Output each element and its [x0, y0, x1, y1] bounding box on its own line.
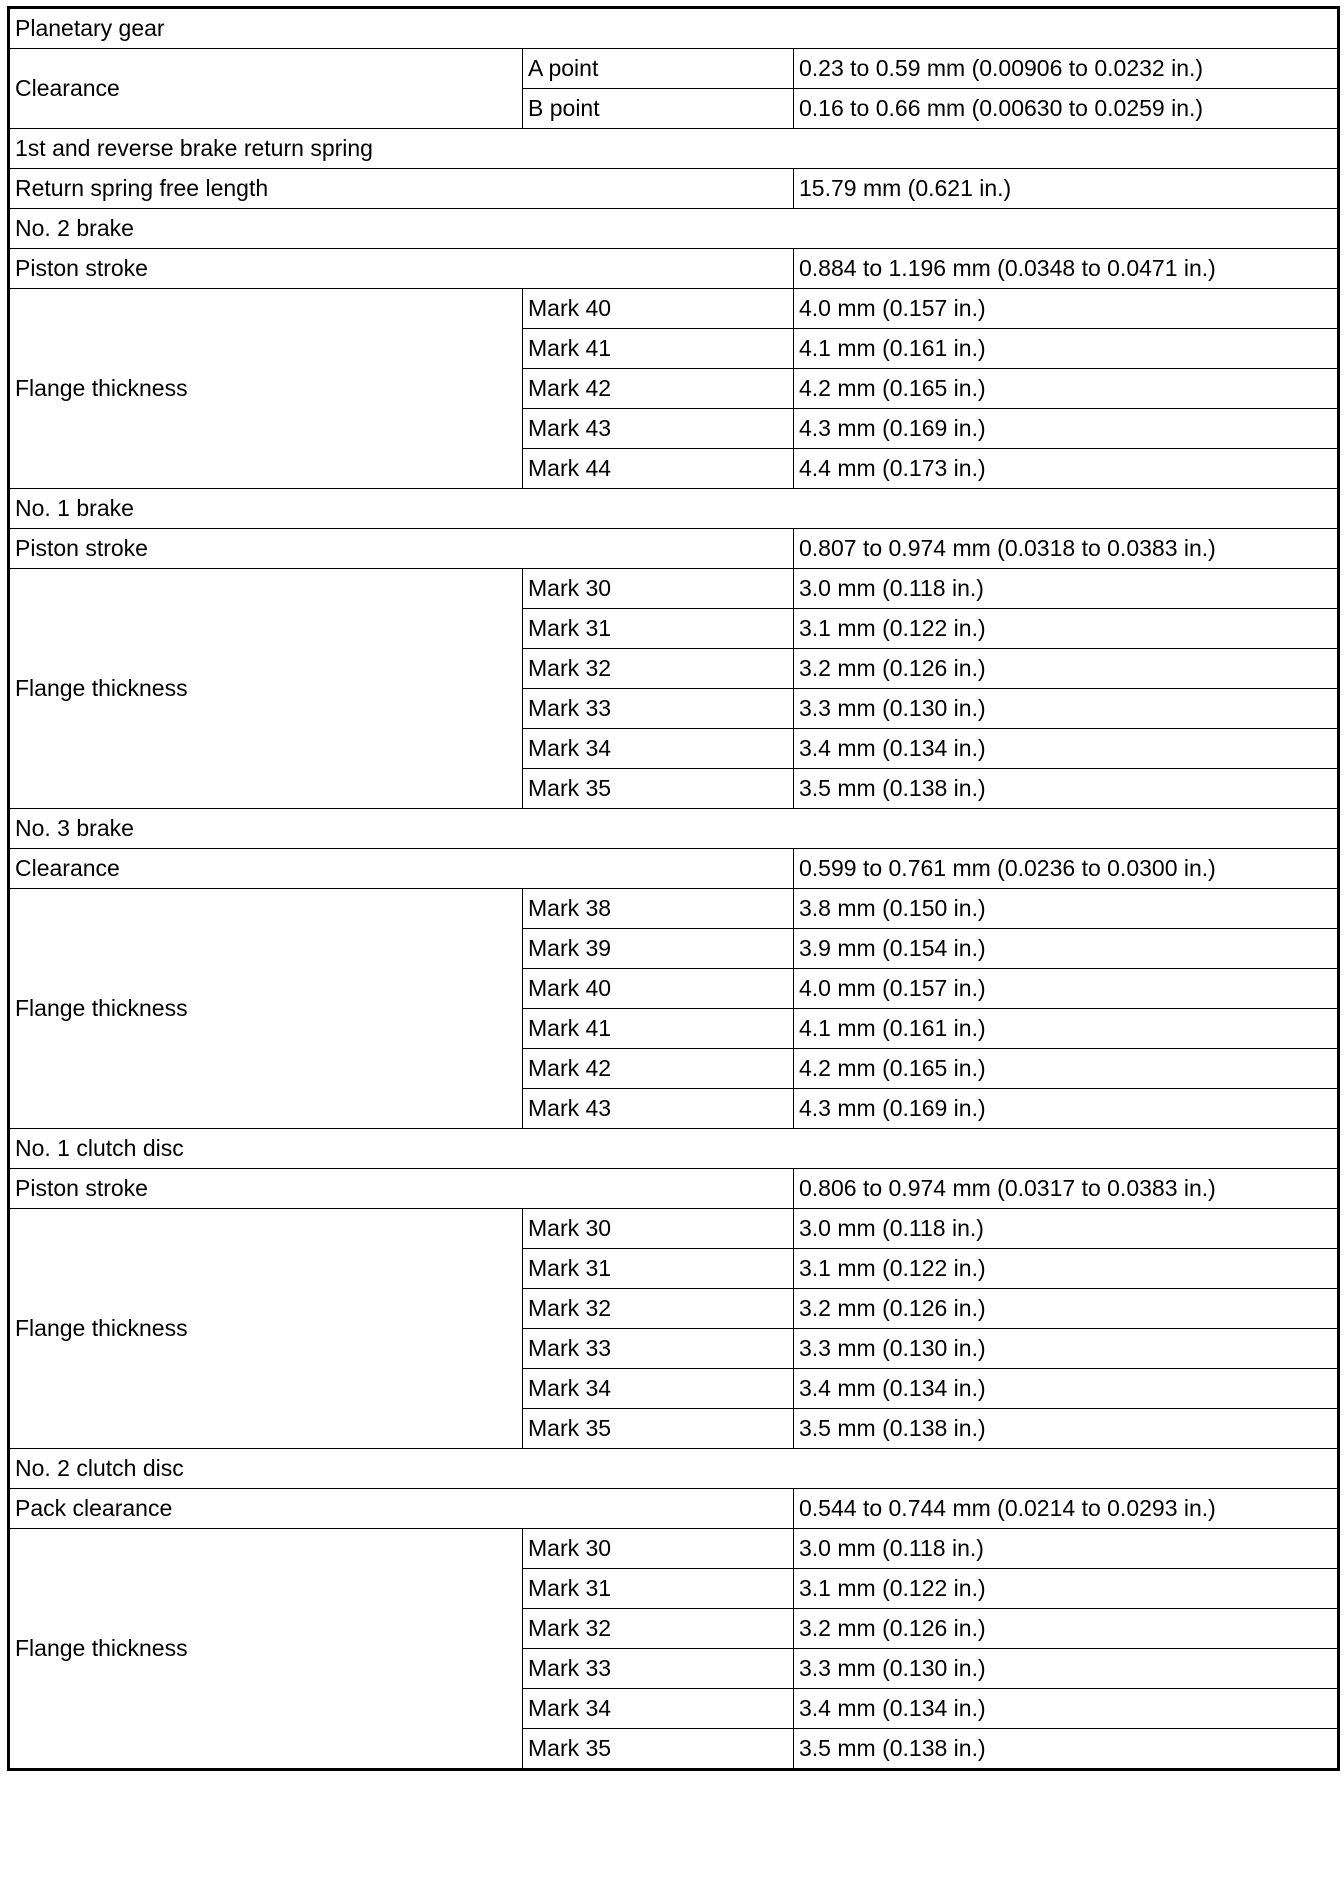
spec-value: 0.599 to 0.761 mm (0.0236 to 0.0300 in.)	[794, 849, 1339, 889]
table-row	[9, 1489, 1339, 1529]
spec-value: 3.1 mm (0.122 in.)	[794, 1249, 1339, 1289]
spec-value: 3.2 mm (0.126 in.)	[794, 1609, 1339, 1649]
spec-mark: Mark 42	[523, 1049, 794, 1089]
spec-value: 3.3 mm (0.130 in.)	[794, 1649, 1339, 1689]
spec-value: 0.544 to 0.744 mm (0.0214 to 0.0293 in.)	[794, 1489, 1339, 1529]
spec-value: 3.5 mm (0.138 in.)	[794, 769, 1339, 809]
section-header-row	[9, 1129, 1339, 1169]
spec-value: 3.1 mm (0.122 in.)	[794, 1569, 1339, 1609]
spec-label: Piston stroke	[9, 529, 794, 569]
section-header-row	[9, 129, 1339, 169]
spec-sheet	[7, 6, 1340, 1771]
spec-value: 3.2 mm (0.126 in.)	[794, 1289, 1339, 1329]
spec-mark: Mark 34	[523, 1689, 794, 1729]
specification-table	[7, 6, 1340, 1771]
spec-mark: A point	[523, 49, 794, 89]
section-heading: Planetary gear	[9, 8, 1339, 49]
spec-mark: Mark 31	[523, 1569, 794, 1609]
section-header-row	[9, 209, 1339, 249]
spec-mark: Mark 42	[523, 369, 794, 409]
section-heading: No. 2 brake	[9, 209, 1339, 249]
spec-mark: Mark 31	[523, 1249, 794, 1289]
spec-mark: Mark 40	[523, 289, 794, 329]
spec-label: Flange thickness	[9, 1209, 523, 1449]
section-header-row	[9, 489, 1339, 529]
spec-value: 15.79 mm (0.621 in.)	[794, 169, 1339, 209]
spec-value: 0.884 to 1.196 mm (0.0348 to 0.0471 in.)	[794, 249, 1339, 289]
spec-value: 3.8 mm (0.150 in.)	[794, 889, 1339, 929]
spec-value: 4.4 mm (0.173 in.)	[794, 449, 1339, 489]
spec-mark: Mark 34	[523, 729, 794, 769]
spec-mark: Mark 43	[523, 409, 794, 449]
spec-mark: B point	[523, 89, 794, 129]
spec-value: 3.4 mm (0.134 in.)	[794, 729, 1339, 769]
spec-value: 3.0 mm (0.118 in.)	[794, 1209, 1339, 1249]
spec-mark: Mark 44	[523, 449, 794, 489]
table-row	[9, 1209, 1339, 1249]
spec-value: 4.2 mm (0.165 in.)	[794, 1049, 1339, 1089]
table-row	[9, 1169, 1339, 1209]
table-row	[9, 289, 1339, 329]
spec-value: 4.1 mm (0.161 in.)	[794, 1009, 1339, 1049]
section-heading: No. 1 clutch disc	[9, 1129, 1339, 1169]
spec-label: Flange thickness	[9, 569, 523, 809]
table-row	[9, 49, 1339, 89]
spec-label: Piston stroke	[9, 1169, 794, 1209]
spec-value: 3.1 mm (0.122 in.)	[794, 609, 1339, 649]
spec-value: 3.9 mm (0.154 in.)	[794, 929, 1339, 969]
table-row	[9, 1529, 1339, 1569]
spec-value: 3.0 mm (0.118 in.)	[794, 1529, 1339, 1569]
spec-label: Flange thickness	[9, 1529, 523, 1770]
spec-value: 4.0 mm (0.157 in.)	[794, 289, 1339, 329]
spec-mark: Mark 31	[523, 609, 794, 649]
spec-label: Clearance	[9, 49, 523, 129]
spec-mark: Mark 40	[523, 969, 794, 1009]
spec-mark: Mark 33	[523, 1329, 794, 1369]
spec-value: 0.23 to 0.59 mm (0.00906 to 0.0232 in.)	[794, 49, 1339, 89]
spec-label: Flange thickness	[9, 889, 523, 1129]
spec-value: 4.3 mm (0.169 in.)	[794, 1089, 1339, 1129]
spec-mark: Mark 35	[523, 1729, 794, 1770]
section-heading: No. 1 brake	[9, 489, 1339, 529]
spec-value: 3.3 mm (0.130 in.)	[794, 1329, 1339, 1369]
spec-value: 3.5 mm (0.138 in.)	[794, 1409, 1339, 1449]
spec-mark: Mark 33	[523, 1649, 794, 1689]
spec-value: 4.3 mm (0.169 in.)	[794, 409, 1339, 449]
spec-mark: Mark 33	[523, 689, 794, 729]
spec-label: Flange thickness	[9, 289, 523, 489]
section-header-row	[9, 1449, 1339, 1489]
spec-value: 3.2 mm (0.126 in.)	[794, 649, 1339, 689]
spec-mark: Mark 43	[523, 1089, 794, 1129]
spec-value: 4.2 mm (0.165 in.)	[794, 369, 1339, 409]
section-header-row	[9, 809, 1339, 849]
spec-mark: Mark 30	[523, 1529, 794, 1569]
spec-mark: Mark 41	[523, 329, 794, 369]
table-row	[9, 849, 1339, 889]
table-row	[9, 249, 1339, 289]
spec-label: Pack clearance	[9, 1489, 794, 1529]
spec-mark: Mark 32	[523, 1609, 794, 1649]
spec-value: 3.4 mm (0.134 in.)	[794, 1369, 1339, 1409]
spec-value: 3.3 mm (0.130 in.)	[794, 689, 1339, 729]
spec-value: 0.807 to 0.974 mm (0.0318 to 0.0383 in.)	[794, 529, 1339, 569]
section-heading: 1st and reverse brake return spring	[9, 129, 1339, 169]
spec-value: 3.0 mm (0.118 in.)	[794, 569, 1339, 609]
spec-mark: Mark 35	[523, 1409, 794, 1449]
spec-value: 3.4 mm (0.134 in.)	[794, 1689, 1339, 1729]
spec-mark: Mark 30	[523, 569, 794, 609]
specification-table-body	[9, 8, 1339, 1770]
spec-value: 4.0 mm (0.157 in.)	[794, 969, 1339, 1009]
table-row	[9, 169, 1339, 209]
spec-value: 0.806 to 0.974 mm (0.0317 to 0.0383 in.)	[794, 1169, 1339, 1209]
spec-mark: Mark 41	[523, 1009, 794, 1049]
spec-label: Piston stroke	[9, 249, 794, 289]
spec-value: 3.5 mm (0.138 in.)	[794, 1729, 1339, 1770]
table-row	[9, 529, 1339, 569]
table-row	[9, 889, 1339, 929]
spec-mark: Mark 32	[523, 1289, 794, 1329]
spec-mark: Mark 30	[523, 1209, 794, 1249]
section-heading: No. 3 brake	[9, 809, 1339, 849]
section-heading: No. 2 clutch disc	[9, 1449, 1339, 1489]
section-header-row	[9, 8, 1339, 49]
spec-label: Return spring free length	[9, 169, 794, 209]
spec-value: 4.1 mm (0.161 in.)	[794, 329, 1339, 369]
spec-mark: Mark 34	[523, 1369, 794, 1409]
spec-mark: Mark 32	[523, 649, 794, 689]
table-row	[9, 569, 1339, 609]
spec-value: 0.16 to 0.66 mm (0.00630 to 0.0259 in.)	[794, 89, 1339, 129]
spec-label: Clearance	[9, 849, 794, 889]
spec-mark: Mark 38	[523, 889, 794, 929]
spec-mark: Mark 35	[523, 769, 794, 809]
spec-mark: Mark 39	[523, 929, 794, 969]
